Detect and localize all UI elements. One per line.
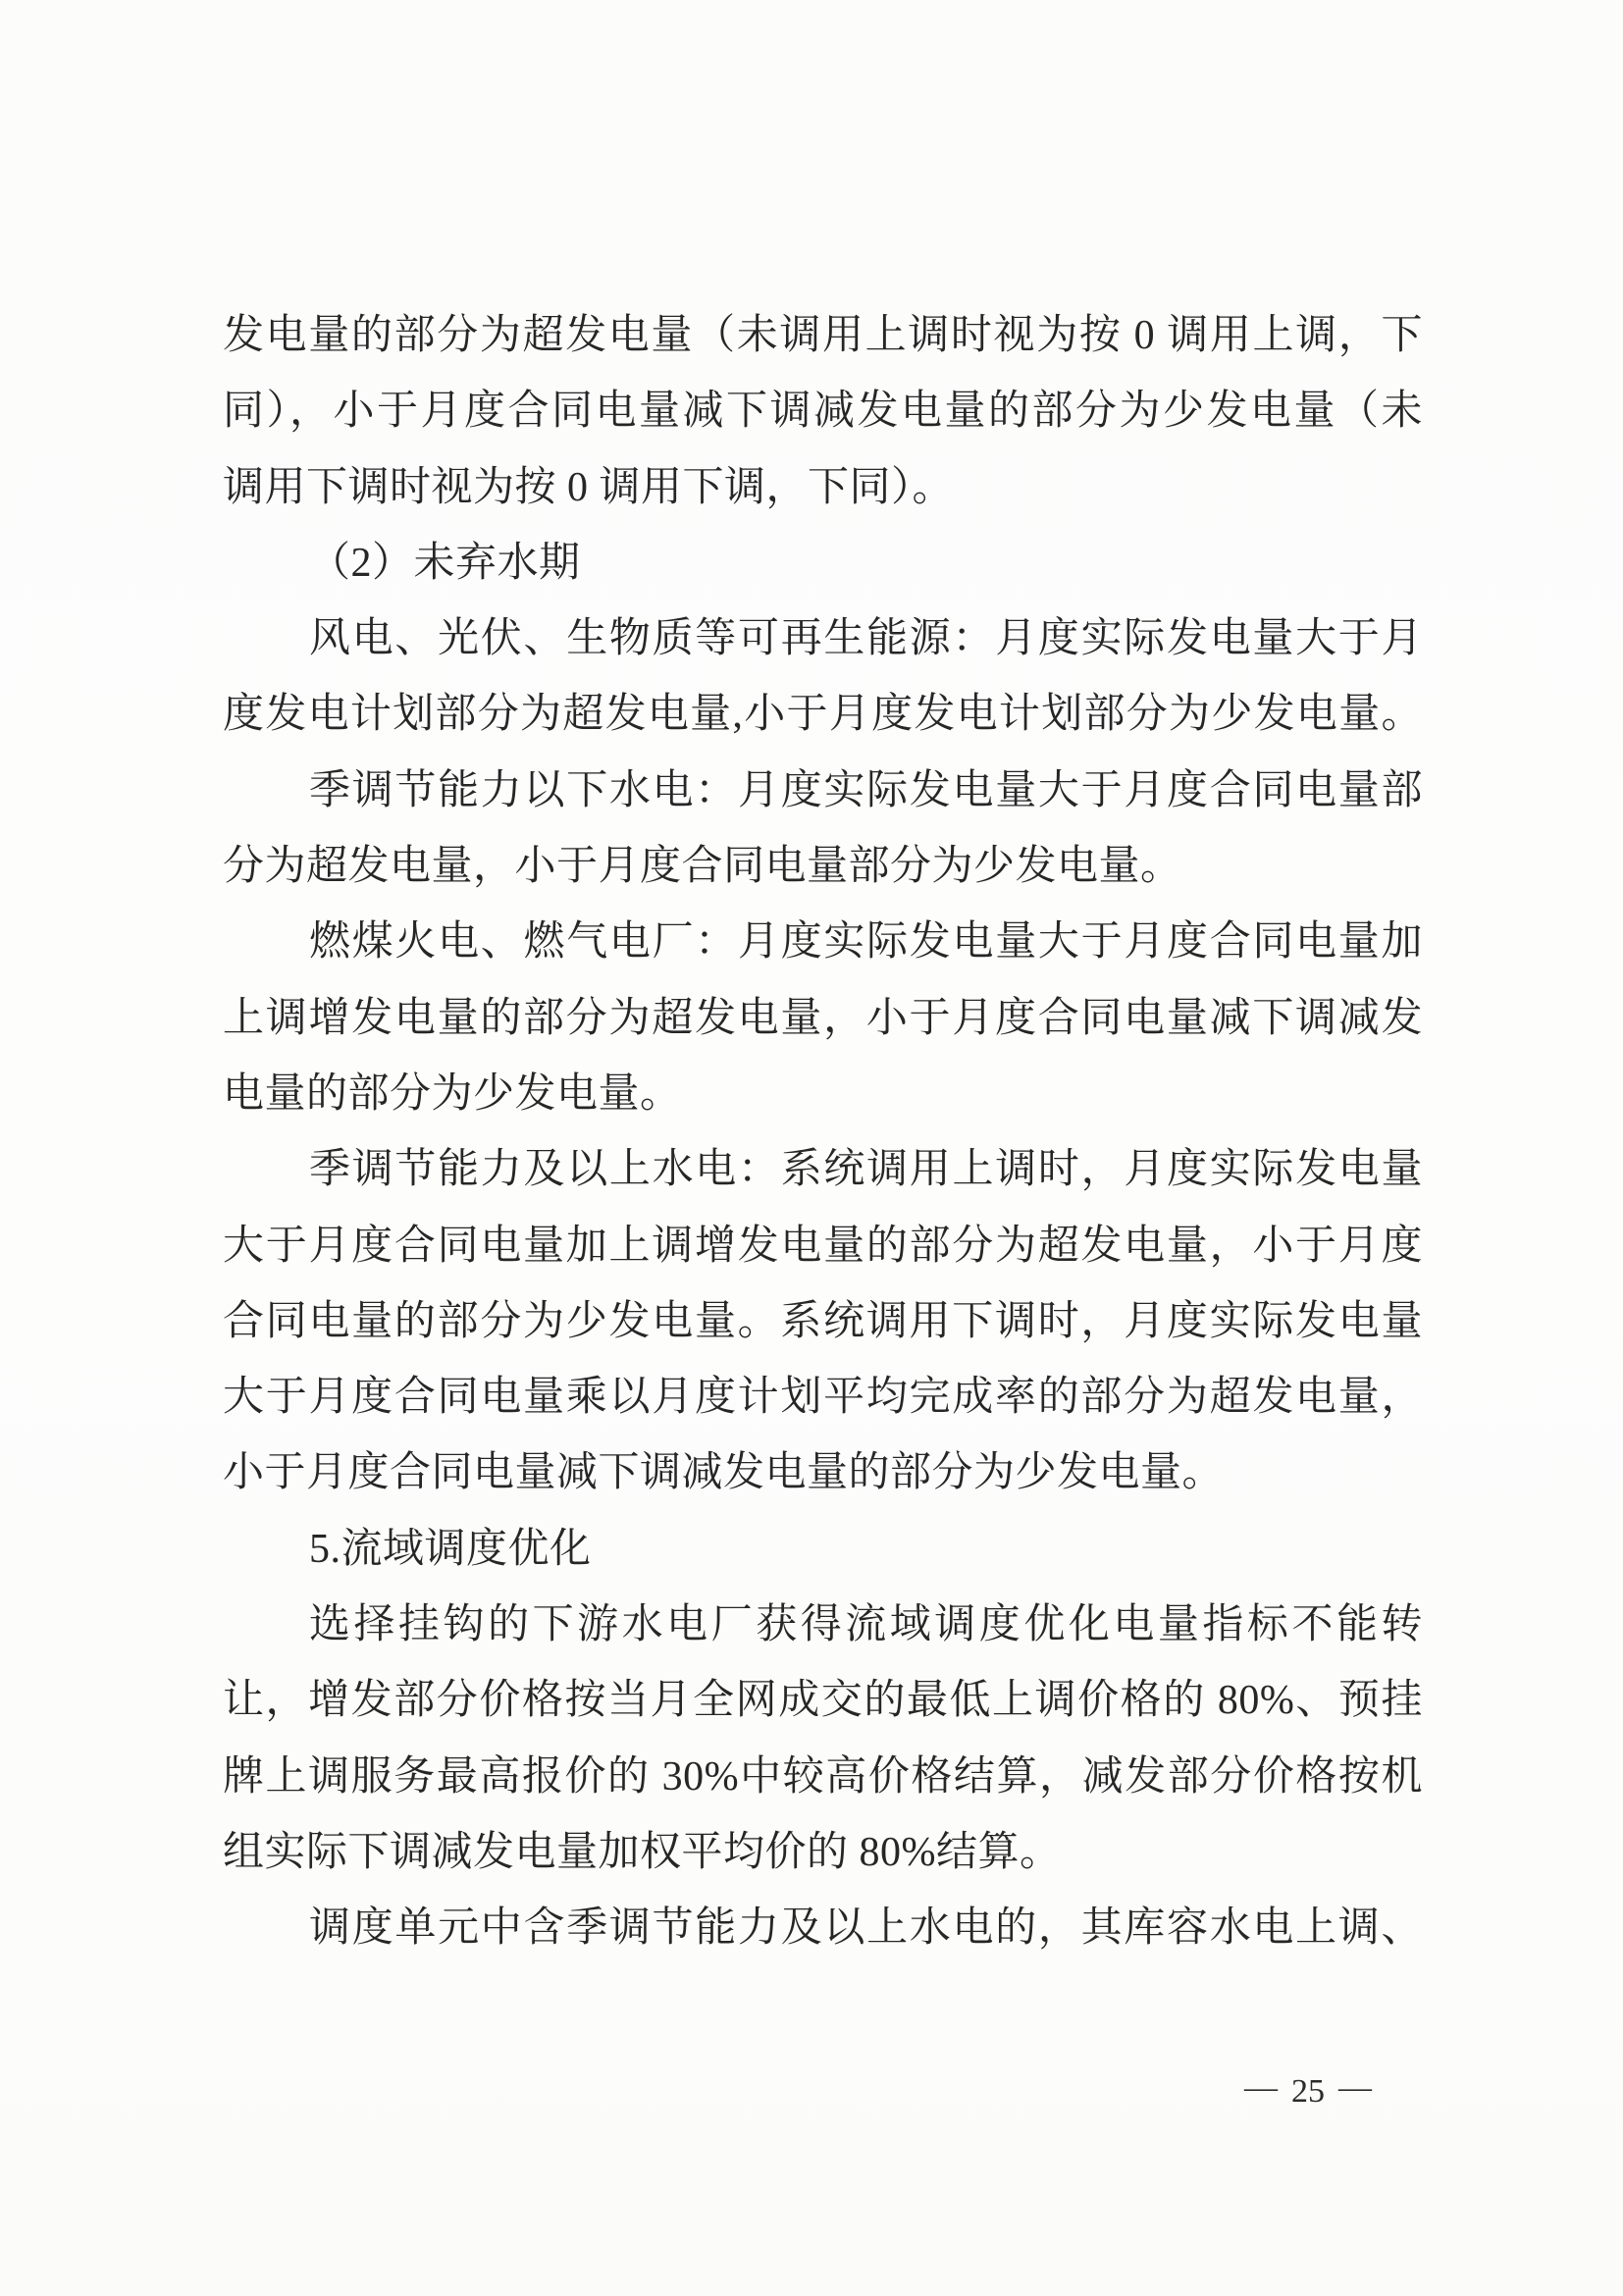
text-line: 季调节能力及以上水电：系统调用上调时，月度实际发电量 (309, 1147, 1423, 1193)
text-line: 5.流域调度优化 (309, 1526, 592, 1572)
text-line: 季调节能力以下水电：月度实际发电量大于月度合同电量部 (309, 767, 1423, 813)
text-line: 电量的部分为少发电量。 (223, 1070, 682, 1117)
text-line: 燃煤火电、燃气电厂：月度实际发电量大于月度合同电量加 (309, 919, 1423, 965)
text-line: 合同电量的部分为少发电量。系统调用下调时，月度实际发电量 (223, 1298, 1423, 1344)
text-line: 牌上调服务最高报价的 30%中较高价格结算，减发部分价格按机 (223, 1753, 1423, 1800)
text-line: 组实际下调减发电量加权平均价的 80%结算。 (223, 1829, 1062, 1875)
text-line: 风电、光伏、生物质等可再生能源：月度实际发电量大于月 (309, 616, 1423, 662)
text-line: 度发电计划部分为超发电量,小于月度发电计划部分为少发电量。 (223, 692, 1423, 738)
text-block (223, 298, 1423, 1967)
text-line: 大于月度合同电量加上调增发电量的部分为超发电量，小于月度 (223, 1223, 1423, 1269)
page-number-right-dash: — (1338, 2069, 1372, 2106)
page-number-left-dash: — (1244, 2069, 1278, 2106)
page-number-value: 25 (1291, 2073, 1325, 2110)
text-line: 让，增发部分价格按当月全网成交的最低上调价格的 80%、预挂 (223, 1678, 1423, 1724)
text-line: 调用下调时视为按 0 调用下调，下同）。 (223, 464, 955, 510)
text-line: 调度单元中含季调节能力及以上水电的，其库容水电上调、 (309, 1905, 1423, 1952)
text-line: 发电量的部分为超发电量（未调用上调时视为按 0 调用上调，下 (223, 313, 1423, 358)
text-line: 小于月度合同电量减下调减发电量的部分为少发电量。 (223, 1450, 1225, 1496)
text-line: （2）未弃水期 (309, 540, 581, 586)
text-line: 分为超发电量，小于月度合同电量部分为少发电量。 (223, 844, 1182, 890)
text-line: 选择挂钩的下游水电厂获得流域调度优化电量指标不能转 (309, 1602, 1423, 1648)
text-line: 大于月度合同电量乘以月度计划平均完成率的部分为超发电量， (223, 1375, 1423, 1421)
page-number (1225, 2068, 1391, 2115)
text-line: 上调增发电量的部分为超发电量，小于月度合同电量减下调减发 (223, 995, 1423, 1041)
text-line: 同），小于月度合同电量减下调减发电量的部分为少发电量（未 (223, 389, 1423, 435)
